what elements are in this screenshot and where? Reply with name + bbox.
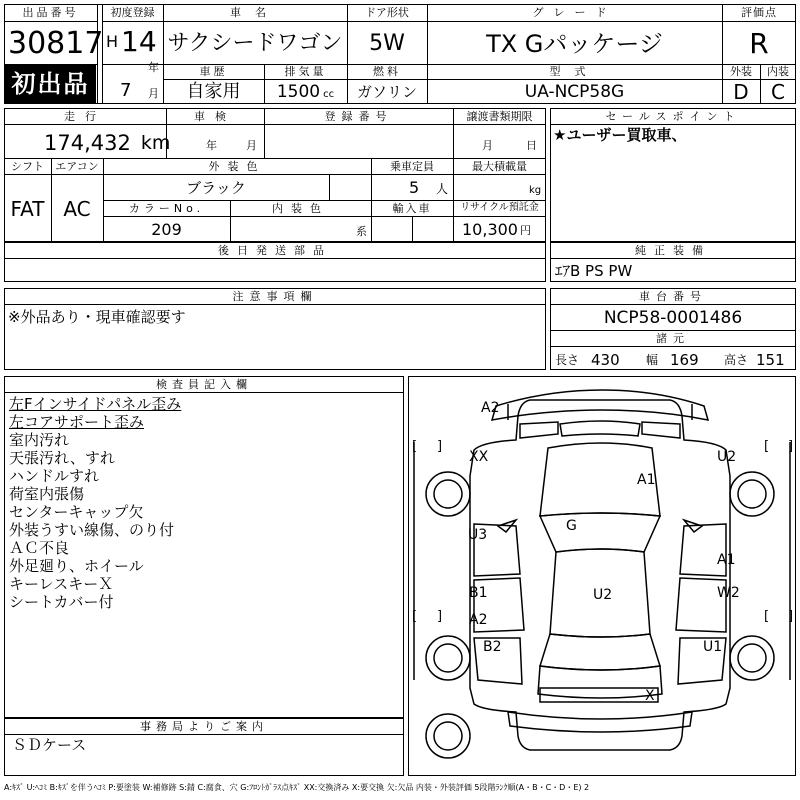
- office-label: 事務局よりご案内: [140, 719, 268, 733]
- displacement: [264, 80, 347, 104]
- recycle-deposit-value: 10,300: [462, 220, 518, 239]
- genuine-equipment: ｴｱB PS PW: [555, 261, 633, 280]
- exterior-color-label: 外装色: [208, 159, 266, 173]
- caution-text: ※外品あり・現車確認要す: [8, 308, 186, 326]
- car-name: サクシードワゴン: [167, 31, 343, 56]
- max-load-unit: kg: [529, 185, 542, 196]
- recycle-deposit: [462, 218, 531, 242]
- inspector-line: ハンドルすれ: [9, 467, 100, 485]
- lot-number-label: 出品番号: [22, 6, 79, 19]
- capacity-unit: 人: [436, 182, 449, 196]
- recycle-deposit-label: リサイクル預託金: [460, 202, 539, 213]
- inspector-line: 室内汚れ: [9, 431, 70, 449]
- aircon-label: エアコン: [55, 159, 99, 173]
- evaluation-label: 評価点: [741, 6, 777, 19]
- interior-label: 内装: [767, 65, 789, 78]
- mileage-value: 174,432: [44, 130, 131, 155]
- inspection-month-unit: 月: [246, 139, 257, 152]
- capacity-value: 5: [409, 178, 420, 197]
- legend: A:ｷｽﾞ U:ﾍｺﾐ B:ｷｽﾞを伴うﾍｺﾐ P:要塗装 W:補修跡 S:錆 C:腐食、穴 G:ﾌﾛﾝﾄｶﾞﾗｽ点ｷｽﾞ XX:交換済み X:要交換 欠:欠品 内装・外装評価 5段階ﾗﾝｸ順(A・B・C・D・E) 2: [4, 783, 590, 792]
- history-label: 車歴: [199, 65, 228, 78]
- damage-mark: A2: [469, 612, 488, 628]
- damage-mark: U2: [717, 449, 737, 465]
- inspector-line: センターキャップ欠: [9, 503, 144, 521]
- damage-mark: A1: [637, 472, 656, 488]
- inspection-year-unit: 年: [206, 139, 217, 152]
- inspection-label: 車検: [194, 109, 236, 123]
- import-label: 輸入車: [392, 201, 432, 215]
- capacity-label: 乗車定員: [390, 159, 434, 173]
- registration-number-label: 登録番号: [324, 109, 393, 123]
- displacement-label: 排気量: [284, 65, 327, 78]
- shift: FAT: [10, 197, 45, 221]
- fuel: ガソリン: [356, 82, 417, 101]
- exterior-label: 外装: [730, 65, 752, 78]
- displacement-unit: cc: [323, 88, 335, 100]
- inspector-line: 外足廻り、ホイール: [9, 557, 144, 575]
- specs-width: [646, 350, 699, 370]
- damage-mark: A1: [717, 552, 736, 568]
- mileage: [44, 128, 170, 158]
- door-label: ドア形状: [365, 6, 409, 19]
- damage-mark: XX: [469, 449, 489, 465]
- selling-points: ★ユーザー買取車、: [553, 126, 687, 144]
- model-label: 型式: [549, 65, 600, 78]
- model-code: UA-NCP58G: [524, 81, 625, 102]
- exterior-color: ブラック: [186, 178, 246, 197]
- length-value: 430: [591, 350, 620, 369]
- later-parts-label: 後日発送部品: [218, 243, 332, 257]
- damage-mark: B2: [483, 639, 502, 655]
- displacement-value: 1500: [276, 81, 321, 102]
- chassis-label: 車台番号: [639, 289, 707, 303]
- transfer-month-unit: 月: [482, 139, 493, 152]
- month-unit: 月: [148, 87, 159, 100]
- door-type: 5W: [369, 31, 405, 56]
- registration-month: 7: [120, 80, 132, 101]
- max-load-label: 最大積載量: [472, 159, 527, 173]
- exterior-grade: D: [733, 80, 749, 104]
- height-label: 高さ: [724, 353, 749, 367]
- inspector-line: シートカバー付: [9, 593, 114, 611]
- first-registration-label: 初度登録: [110, 6, 155, 19]
- car-name-label: 車名: [230, 6, 280, 19]
- inspector-line: 荷室内張傷: [9, 485, 85, 503]
- damage-mark: U1: [703, 639, 723, 655]
- damage-mark: X: [645, 688, 655, 704]
- recycle-deposit-unit: 円: [519, 223, 531, 237]
- history: 自家用: [186, 81, 241, 102]
- genuine-equipment-label: 純正装備: [635, 243, 711, 257]
- interior-color-label: 内装色: [272, 201, 329, 215]
- registration-year: 14: [121, 25, 157, 58]
- office-text: ＳＤケース: [12, 736, 87, 754]
- inspector-line: 天張汚れ、すれ: [9, 449, 115, 467]
- inspector-line: 左Fインサイドパネル歪み: [9, 395, 182, 413]
- damage-mark: A2: [481, 400, 500, 416]
- height-value: 151: [756, 350, 785, 369]
- caution-label: 注意事項欄: [232, 289, 318, 303]
- specs-height: [724, 350, 785, 370]
- selling-points-label: セールスポイント: [605, 109, 741, 123]
- width-label: 幅: [646, 353, 659, 367]
- specs-label: 諸元: [656, 331, 690, 345]
- car-diagram: [408, 376, 796, 776]
- grade: TX Gパッケージ: [486, 30, 663, 58]
- transfer-deadline-label: 譲渡書類期限: [466, 109, 533, 123]
- inspector-line: 左コアサポート歪み: [9, 413, 145, 431]
- inspector-line: ＡＣ不良: [9, 539, 70, 557]
- mileage-label: 走行: [64, 109, 106, 123]
- inspector-line: 外装うすい線傷、のり付: [9, 521, 175, 539]
- aircon: AC: [63, 197, 91, 221]
- era: H: [106, 32, 119, 51]
- length-label: 長さ: [555, 353, 580, 367]
- interior-color-unit: 系: [356, 225, 367, 238]
- mileage-unit: km: [140, 131, 171, 154]
- shift-label: シフト: [11, 159, 44, 173]
- inspector-notes: [9, 395, 181, 611]
- interior-grade: C: [771, 80, 785, 104]
- first-listing-badge: 初出品: [5, 65, 96, 103]
- specs-length: [555, 350, 620, 370]
- transfer-day-unit: 日: [526, 139, 537, 152]
- damage-mark: G: [566, 518, 577, 534]
- damage-mark: W2: [717, 585, 740, 601]
- inspector-label: 検査員記入欄: [156, 377, 252, 391]
- color-number-label: カラーNo.: [128, 201, 205, 215]
- width-value: 169: [670, 350, 699, 369]
- lot-number: 30817: [8, 26, 104, 61]
- damage-mark: U2: [593, 587, 613, 603]
- evaluation-score: R: [749, 27, 769, 60]
- grade-label: グレード: [532, 6, 617, 19]
- damage-mark: U3: [468, 527, 488, 543]
- fuel-label: 燃料: [373, 65, 401, 78]
- year-unit: 年: [148, 61, 159, 74]
- damage-mark: B1: [469, 585, 488, 601]
- color-number: 209: [151, 220, 182, 239]
- inspector-line: キーレスキーＸ: [9, 575, 114, 593]
- chassis-number: NCP58-0001486: [603, 307, 743, 328]
